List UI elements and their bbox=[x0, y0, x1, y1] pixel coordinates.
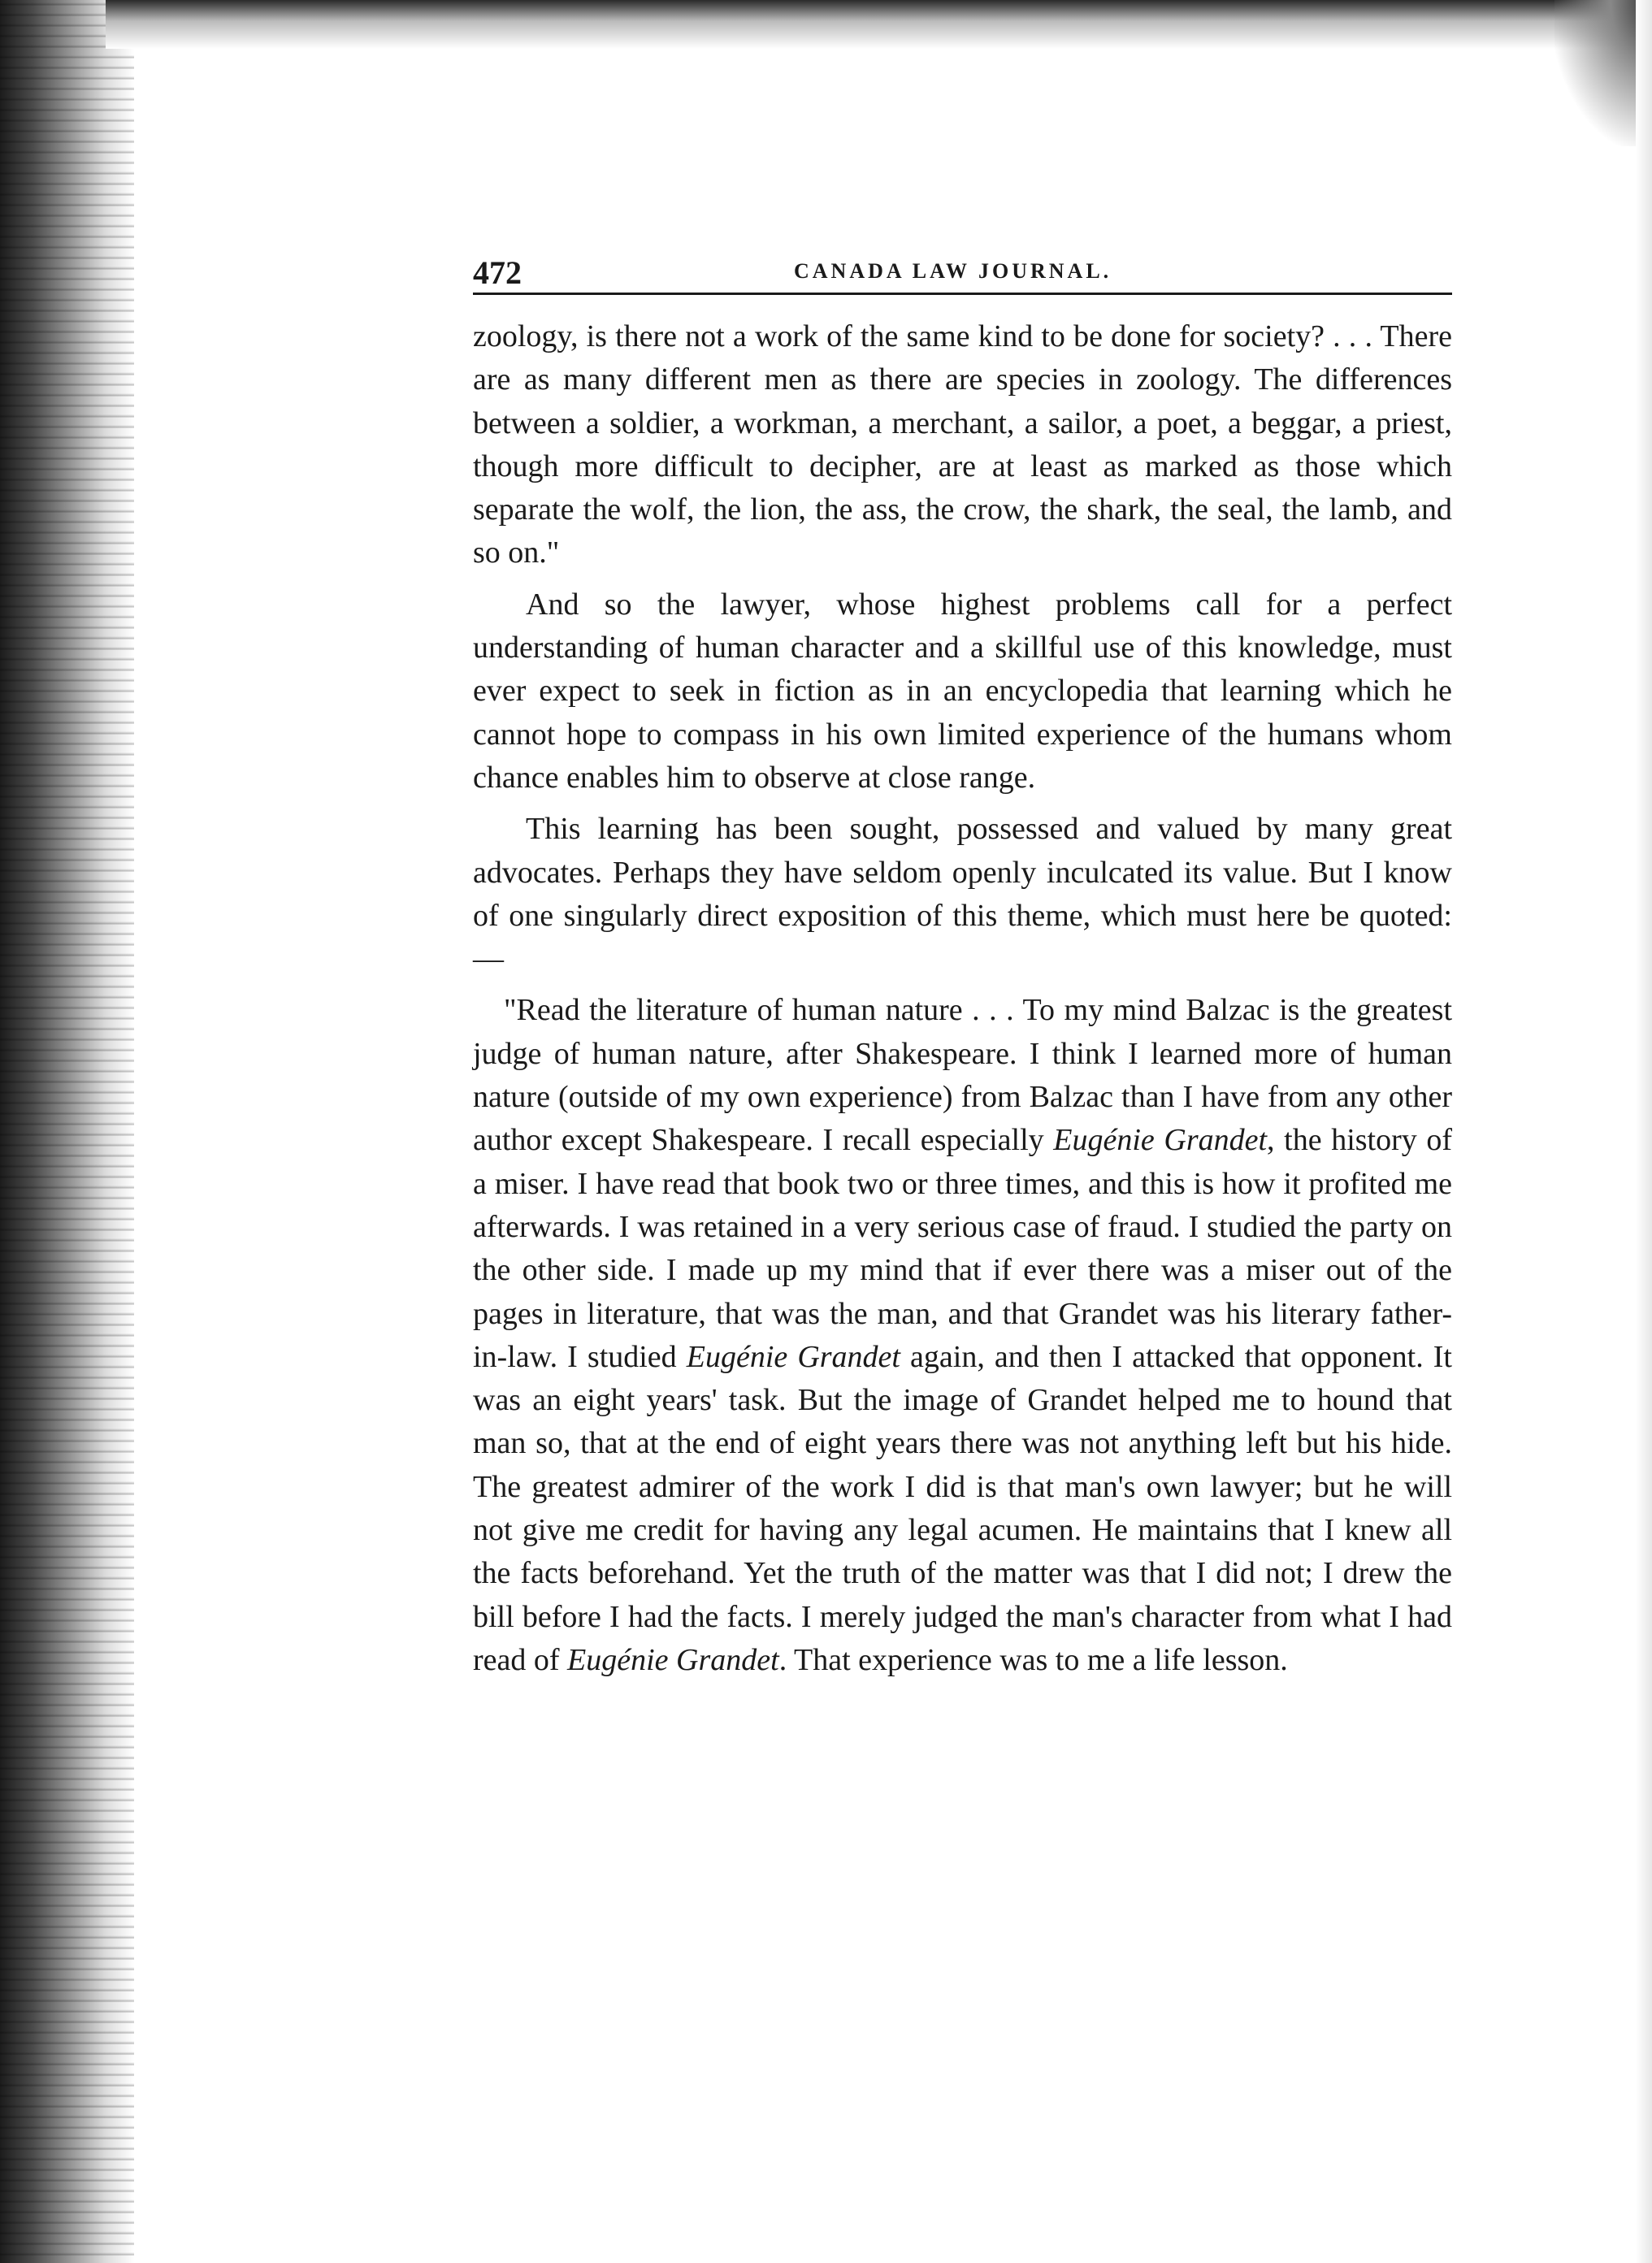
quotation-paragraph bbox=[473, 989, 1452, 1682]
quote-text-part-4: . That experience was to me a life lesson. bbox=[778, 1642, 1288, 1677]
document-page bbox=[473, 244, 1452, 1690]
paragraph-2: And so the lawyer, whose highest problems call for a perfect understanding of human character and a skillful use of this knowledge, must ever expect to seek in fiction as in an encyclopedia that learning which he cannot hope to compass in his own limited experience of the humans whom chance enables him to observe at close range. bbox=[473, 587, 1452, 795]
paragraph-3: This learning has been sought, possessed and valued by many great advocates. Perhaps they have seldom openly inculcated its value. But I know of one singularly direct exposition of this theme, which must here be quoted:— bbox=[473, 812, 1452, 977]
running-head bbox=[473, 244, 1452, 295]
quote-text-part-2: , the history of a miser. I have read that book two or three times, and this is how it profited me afterwards. I was retained in a very serious case of fraud. I studied the party on the other side. I made up my mind that if ever there was a miser out of the pages in literature, that was the man, and that Grandet was his literary father-in-law. I studied bbox=[473, 1123, 1453, 1374]
scan-shadow-top bbox=[106, 0, 1652, 49]
book-title: Eugénie Grandet bbox=[567, 1642, 779, 1677]
scan-shadow-left bbox=[0, 0, 134, 2263]
quote-text-part-1: "Read the literature of human nature . . . To my mind Balzac is the greatest judge of human nature, after Shakespeare. I think I learned more of human nature (outside of my own experience) from Balzac than I have from any other author except Shakespeare. I recall especially bbox=[473, 993, 1452, 1158]
quote-text-part-3: again, and then I attacked that opponent. It was an eight years' task. But the image of Grandet helped me to hound that man so, that at the end of eight years there was not anything left but his hide. The greatest admirer of the work I did is that man's own lawyer; but he will not give me credit for having any legal acumen. He maintains that I knew all the facts beforehand. Yet the truth of the matter was that I did not; I drew the bill before I had the facts. I merely judged the man's character from what I had read of bbox=[473, 1339, 1452, 1677]
page-number: 472 bbox=[473, 254, 522, 291]
book-title: Eugénie Grandet bbox=[1053, 1123, 1268, 1158]
book-title: Eugénie Grandet bbox=[686, 1339, 900, 1374]
journal-title: CANADA LAW JOURNAL. bbox=[794, 259, 1112, 283]
scan-shadow-right bbox=[1636, 0, 1652, 2263]
body-text bbox=[473, 315, 1452, 1682]
paragraph-1: zoology, is there not a work of the same kind to be done for society? . . . There are as many different men as there are species in zoology. The differences between a soldier, a workman, a merchant, a sailor, a poet, a beggar, a priest, though more difficult to decipher, are at least as marked as those which separate the wolf, the lion, the ass, the crow, the shark, the seal, the lamb, and so on." bbox=[473, 319, 1452, 570]
